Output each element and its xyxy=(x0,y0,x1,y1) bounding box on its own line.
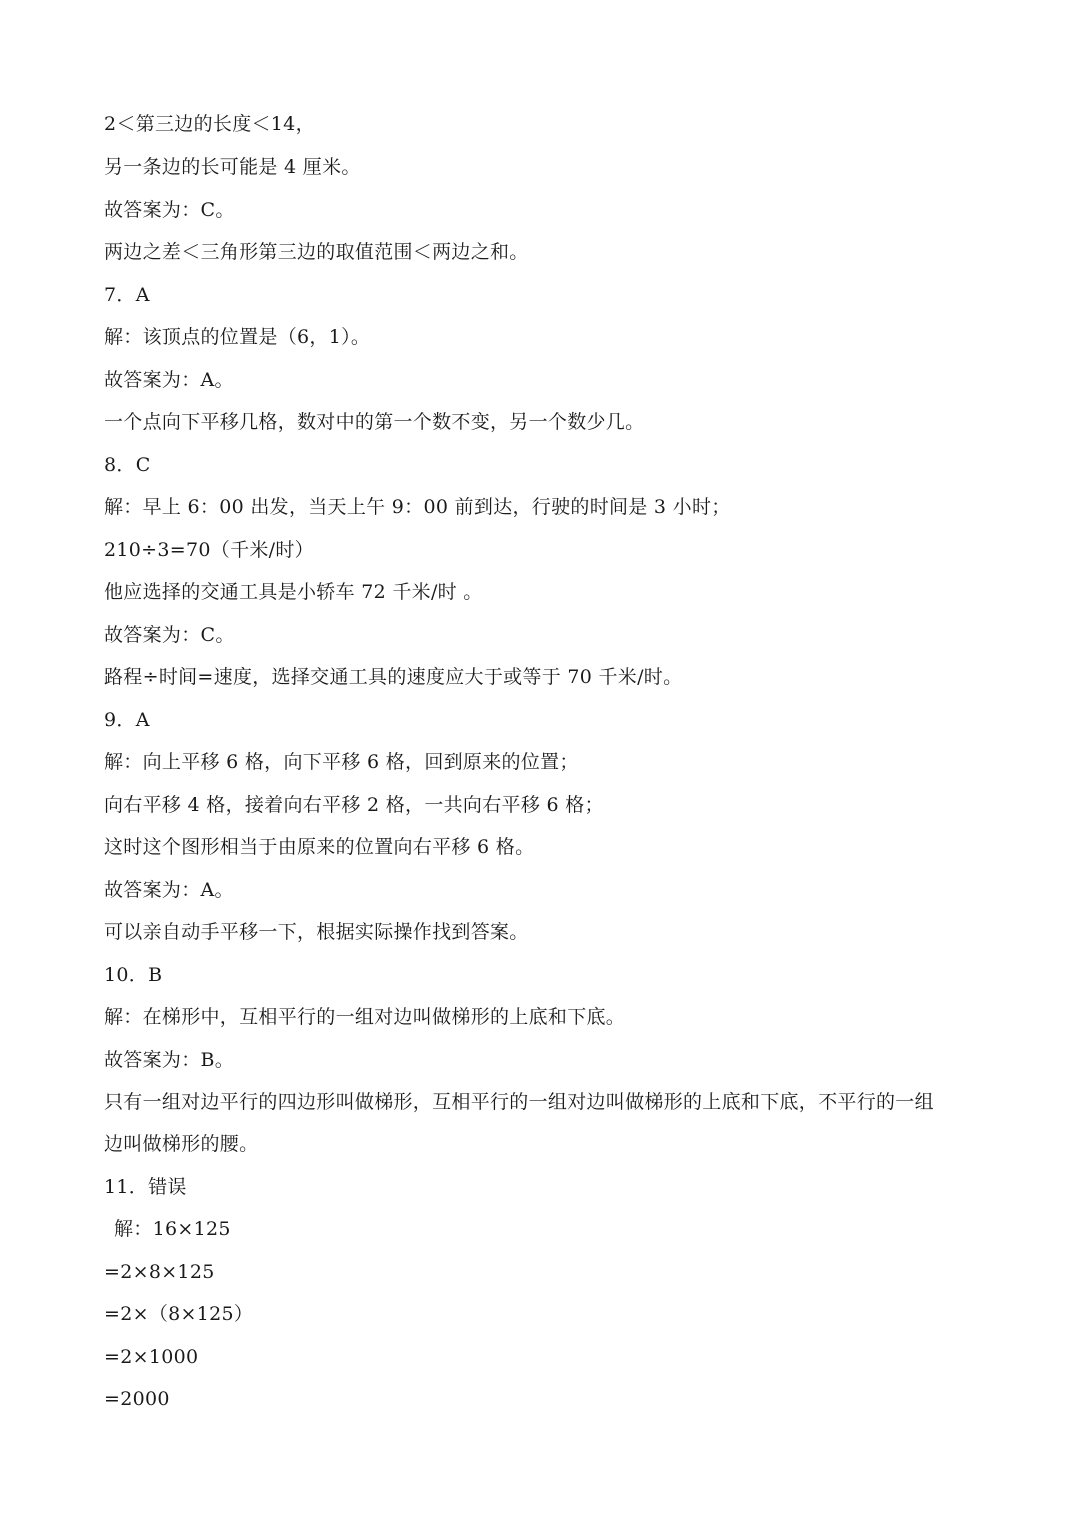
question-number: 9．A xyxy=(104,709,150,731)
text-line: 他应选择的交通工具是小轿车 72 千米/时 。 xyxy=(104,581,483,603)
text-line: 解：16×125 xyxy=(114,1218,231,1240)
text-line: 向右平移 4 格，接着向右平移 2 格，一共向右平移 6 格； xyxy=(104,794,604,816)
text-line: 只有一组对边平行的四边形叫做梯形，互相平行的一组对边叫做梯形的上底和下底，不平行的一组 xyxy=(104,1091,934,1113)
question-number: 7．A xyxy=(104,284,150,306)
text-line: =2×（8×125） xyxy=(104,1303,254,1325)
text-line: 一个点向下平移几格，数对中的第一个数不变，另一个数少几。 xyxy=(104,411,645,433)
text-line: 2＜第三边的长度＜14， xyxy=(104,113,315,135)
question-number: 11．错误 xyxy=(104,1176,187,1198)
text-line: 路程÷时间=速度，选择交通工具的速度应大于或等于 70 千米/时。 xyxy=(104,666,683,688)
text-line: 故答案为：A。 xyxy=(104,879,234,901)
text-line: 故答案为：C。 xyxy=(104,199,235,221)
text-line: 另一条边的长可能是 4 厘米。 xyxy=(104,156,361,178)
text-line: =2×8×125 xyxy=(104,1261,215,1283)
text-line: 故答案为：B。 xyxy=(104,1049,235,1071)
text-line: 210÷3=70（千米/时） xyxy=(104,539,314,561)
text-line: 解：向上平移 6 格，向下平移 6 格，回到原来的位置； xyxy=(104,751,579,773)
text-line: 可以亲自动手平移一下，根据实际操作找到答案。 xyxy=(104,921,529,943)
text-line: 解：在梯形中，互相平行的一组对边叫做梯形的上底和下底。 xyxy=(104,1006,626,1028)
text-line: 边叫做梯形的腰。 xyxy=(104,1133,259,1155)
text-line: 故答案为：A。 xyxy=(104,369,234,391)
text-line: 解：该顶点的位置是（6，1）。 xyxy=(104,326,371,348)
question-number: 8．C xyxy=(104,454,151,476)
text-line: =2000 xyxy=(104,1388,170,1410)
question-number: 10．B xyxy=(104,964,163,986)
text-line: 两边之差＜三角形第三边的取值范围＜两边之和。 xyxy=(104,241,529,263)
text-line: 解：早上 6：00 出发，当天上午 9：00 前到达，行驶的时间是 3 小时； xyxy=(104,496,731,518)
text-line: 故答案为：C。 xyxy=(104,624,235,646)
text-line: =2×1000 xyxy=(104,1346,199,1368)
text-line: 这时这个图形相当于由原来的位置向右平移 6 格。 xyxy=(104,836,535,858)
